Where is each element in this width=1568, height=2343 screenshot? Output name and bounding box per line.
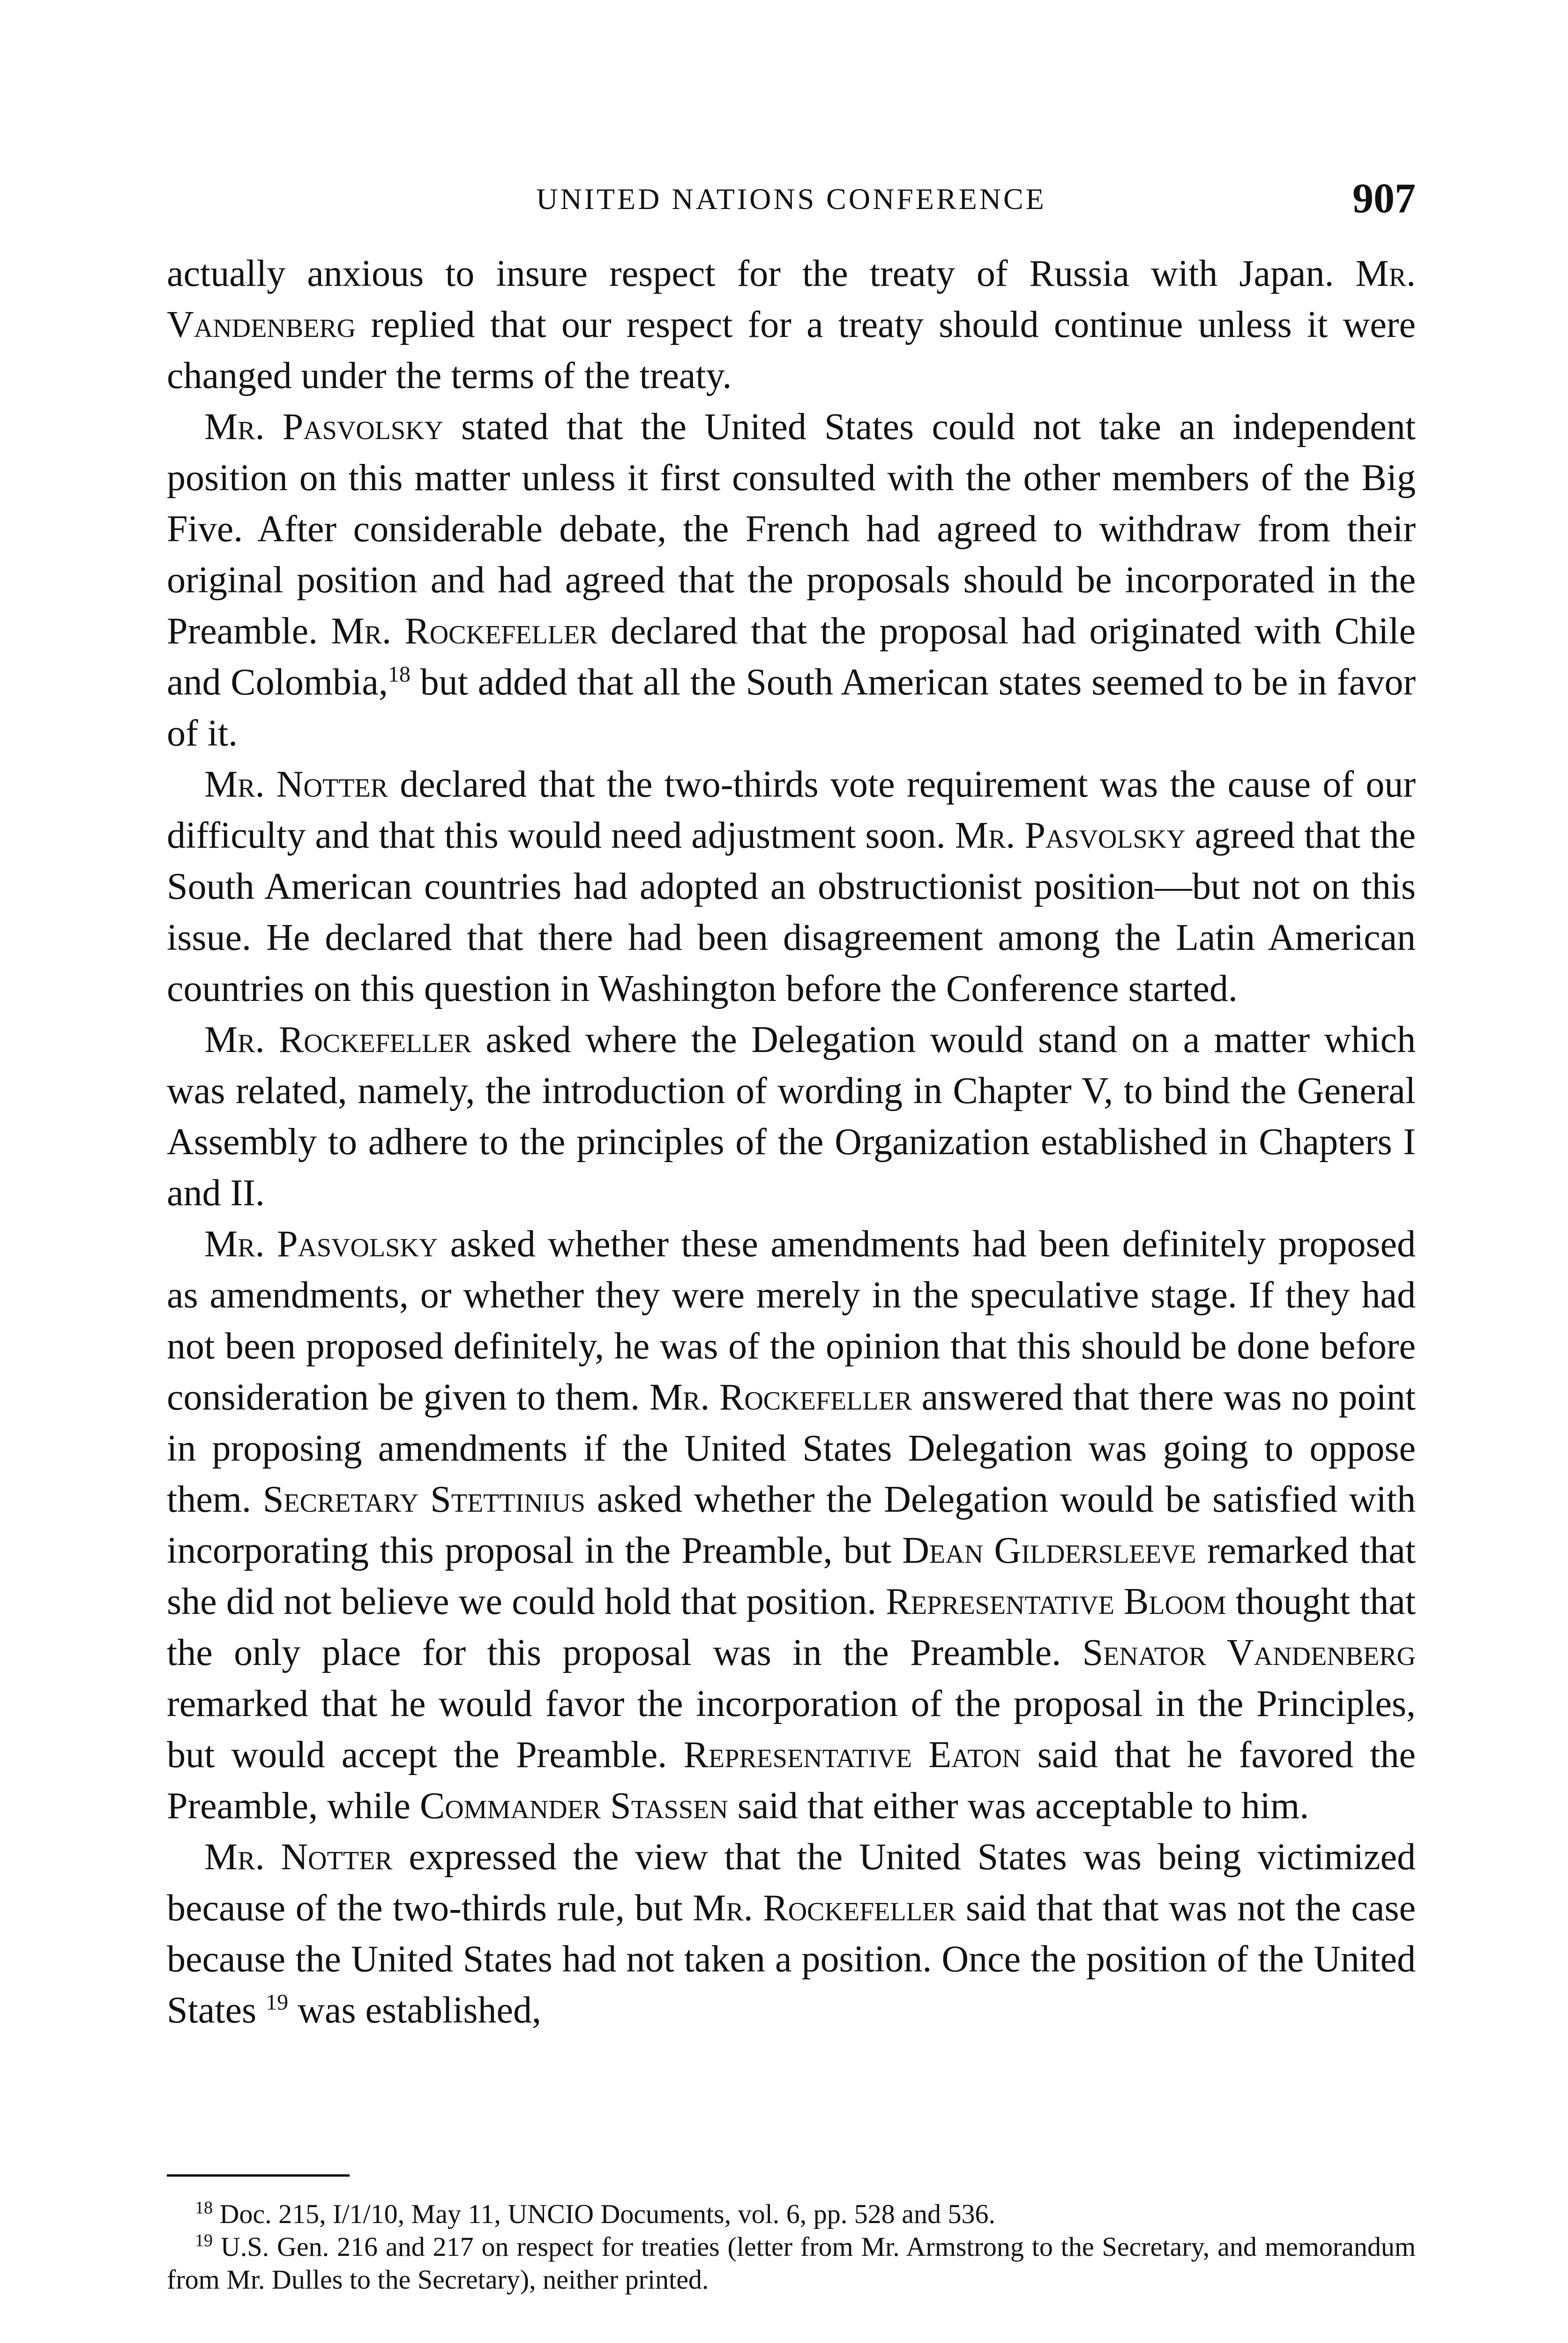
text-run: asked whether these amendments had been definitely proposed as amendments, or whether they were merely in the speculative stage. If they had not been proposed definitely, he was of the opinion that this should be done before consideration be given to them. (167, 1224, 1416, 1418)
footnote-rule (167, 2174, 350, 2177)
paragraph (167, 248, 1416, 402)
footnote-text: Doc. 215, I/1/10, May 11, UNCIO Documents, vol. 6, pp. 528 and 536. (213, 2199, 996, 2229)
running-head: UNITED NATIONS CONFERENCE (536, 182, 1046, 216)
speaker-name: Mr. Vandenberg (167, 253, 1416, 345)
text-run: stated that the United States could not take an independent position on this matter unless it first consulted with the other members of the Big Five. After considerable debate, the French had agreed to withdraw from their original position and had agreed that the proposals should be incorporated in the Preamble. (167, 406, 1416, 652)
footnote (167, 2198, 1416, 2231)
text-run: declared that the proposal had originated with Chile and Colombia, (167, 611, 1416, 703)
paragraph (167, 1015, 1416, 1219)
text-run: was established, (288, 1990, 541, 2031)
text-run: replied that our respect for a treaty should continue unless it were changed under the terms of the treaty. (167, 304, 1416, 396)
speaker-name: Mr. Pasvolsky (955, 815, 1186, 856)
speaker-name: Commander Stassen (419, 1785, 728, 1827)
text-run: remarked that he would favor the incorporation of the proposal in the Principles, but would accept the Preamble. (167, 1683, 1416, 1776)
page-number: 907 (1352, 175, 1416, 222)
footnote-text: U.S. Gen. 216 and 217 on respect for treaties (letter from Mr. Armstrong to the Secretary, and memorandum from Mr. Dulles to the Secretary), neither printed. (167, 2231, 1416, 2295)
text-run: said that that was not the case because the United States had not taken a position. Once the position of the United States (167, 1888, 1416, 2031)
body-text (167, 248, 1416, 2036)
speaker-name: Mr. Rockefeller (693, 1888, 956, 1929)
paragraph (167, 1832, 1416, 2036)
text-run: actually anxious to insure respect for the treaty of Russia with Japan. (167, 253, 1356, 294)
speaker-name: Representative Bloom (886, 1581, 1226, 1622)
text-run: answered that there was no point in proposing amendments if the United States Delegation was going to oppose them. (167, 1377, 1416, 1520)
page-header (167, 175, 1416, 222)
speaker-name: Mr. Rockefeller (649, 1377, 912, 1418)
text-run: expressed the view that the United States was being victimized because of the two-thirds rule, but (167, 1836, 1416, 1929)
text-run: asked whether the Delegation would be satisfied with incorporating this proposal in the Preamble, but (167, 1479, 1416, 1571)
text-run: said that either was acceptable to him. (728, 1785, 1309, 1827)
speaker-name: Senator Vandenberg (1082, 1632, 1416, 1673)
text-run: but added that all the South American states seemed to be in favor of it. (167, 662, 1416, 754)
text-run: declared that the two-thirds vote requirement was the cause of our difficulty and that this would need adjustment soon. (167, 764, 1416, 856)
text-run: said that he favored the Preamble, while (167, 1734, 1416, 1827)
speaker-name: Dean Gildersleeve (902, 1530, 1196, 1571)
speaker-name: Mr. Rockefeller (204, 1019, 472, 1060)
text-run: asked where the Delegation would stand on a matter which was related, namely, the introduction of wording in Chapter V, to bind the General Assembly to adhere to the principles of the Organization established in Chapters I and II. (167, 1019, 1416, 1214)
paragraph (167, 1219, 1416, 1832)
footnote-marker: 18 (195, 2198, 213, 2218)
speaker-name: Mr. Notter (204, 1836, 393, 1878)
footnote (167, 2231, 1416, 2296)
footnote-reference: 19 (266, 1990, 289, 2015)
paragraph (167, 402, 1416, 759)
speaker-name: Mr. Pasvolsky (204, 1224, 438, 1265)
speaker-name: Mr. Notter (204, 764, 388, 805)
text-run: remarked that she did not believe we could hold that position. (167, 1530, 1416, 1622)
footnote-reference: 18 (388, 662, 411, 687)
paragraph (167, 759, 1416, 1015)
text-run: thought that the only place for this proposal was in the Preamble. (167, 1581, 1416, 1673)
speaker-name: Mr. Pasvolsky (204, 406, 443, 448)
speaker-name: Representative Eaton (683, 1734, 1021, 1776)
footnote-marker: 19 (195, 2231, 213, 2251)
speaker-name: Mr. Rockefeller (331, 611, 597, 652)
text-run: agreed that the South American countries had adopted an obstructionist position—but not on this issue. He declared that there had been disagreement among the Latin American countries on this question in Washington before the Conference started. (167, 815, 1416, 1009)
speaker-name: Secretary Stettinius (262, 1479, 585, 1520)
footnotes (167, 2198, 1416, 2296)
